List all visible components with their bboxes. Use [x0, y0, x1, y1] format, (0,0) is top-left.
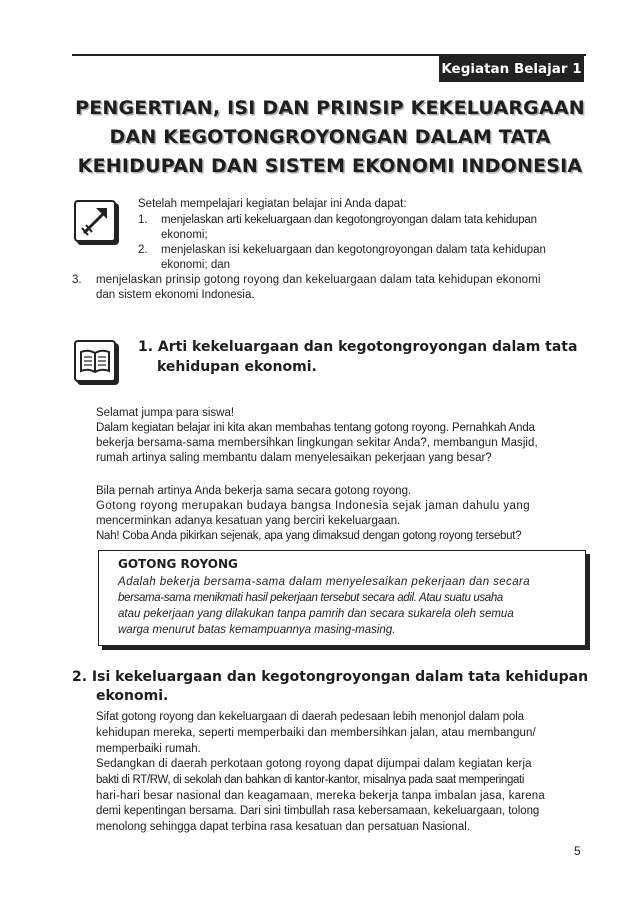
- paragraph-line: Sedangkan di daerah perkotaan gotong royong dapat dijumpai dalam kegiatan kerja: [96, 758, 532, 770]
- paragraph-line: Gotong royong merupakan budaya bangsa Indonesia sejak jaman dahulu yang: [96, 500, 531, 512]
- page-title: [60, 94, 600, 181]
- paragraph-line: Bila pernah artinya Anda bekerja sama secara gotong royong.: [96, 485, 412, 497]
- objective-number: 3.: [72, 274, 82, 286]
- title-line: DAN KEGOTONGROYONGAN DALAM TATA: [109, 126, 551, 148]
- paragraph-line: Sifat gotong royong dan kekeluargaan di daerah pedesaan lebih menonjol dalam pola: [96, 711, 524, 723]
- paragraph-line: Dalam kegiatan belajar ini kita akan membahas tentang gotong royong. Pernahkah Anda: [96, 422, 535, 434]
- paragraph-line: Selamat jumpa para siswa!: [96, 407, 235, 419]
- definition-line: Adalah bekerja bersama-sama dalam menyelesaikan pekerjaan dan secara: [118, 576, 531, 588]
- title-line: KEHIDUPAN DAN SISTEM EKONOMI INDONESIA: [77, 155, 583, 177]
- section2-heading: 2. Isi kekeluargaan dan kegotongroyongan dalam tata kehidupan: [72, 669, 589, 685]
- paragraph-line: memperbaiki rumah.: [96, 743, 201, 755]
- activity-badge: Kegiatan Belajar 1: [439, 56, 584, 82]
- page-number: 5: [574, 844, 581, 858]
- paragraph-line: menolong sehingga dapat terbina rasa kesatuan dan persatuan Nasional.: [96, 821, 471, 833]
- definition-title: GOTONG ROYONG: [118, 557, 238, 571]
- objective-text-cont: dan sistem ekonomi Indonesia.: [96, 289, 255, 301]
- paragraph-line: Nah! Coba Anda pikirkan sejenak, apa yang dimaksud dengan gotong royong tersebut?: [96, 530, 522, 542]
- definition-text: [118, 574, 570, 638]
- objective-text: menjelaskan prinsip gotong royong dan kekeluargaan dalam tata kehidupan ekonomi: [96, 274, 541, 286]
- definition-line: atau pekerjaan yang dilakukan tanpa pamrih dan secara sukarela oleh semua: [118, 608, 514, 620]
- objective-text: menjelaskan isi kekeluargaan dan kegotongroyongan dalam tata kehidupan: [161, 244, 546, 256]
- open-book-icon: [74, 340, 116, 382]
- title-line: PENGERTIAN, ISI DAN PRINSIP KEKELUARGAAN: [75, 97, 585, 119]
- paragraph-line: bakti di RT/RW, di sekolah dan bahkan di kantor-kantor, misalnya pada saat memperingati: [96, 774, 525, 786]
- arrow-target-icon: [74, 200, 116, 242]
- objective-text: menjelaskan arti kekeluargaan dan kegotongroyongan dalam tata kehidupan: [161, 214, 537, 226]
- objective-text-cont: ekonomi; dan: [161, 259, 231, 271]
- definition-line: warga menurut batas kemampuannya masing-masing.: [118, 624, 396, 636]
- paragraph-line: bekerja bersama-sama membersihkan lingkungan sekitar Anda?, membangun Masjid,: [96, 437, 538, 449]
- objective-text-cont: ekonomi;: [161, 229, 208, 241]
- objective-number: 1.: [138, 214, 148, 226]
- paragraph-line: kehidupan mereka, seperti memperbaiki dan membersihkan jalan, atau membangun/: [96, 727, 536, 739]
- paragraph-line: mencerminkan adanya kesatuan yang berciri kekeluargaan.: [96, 515, 401, 527]
- definition-line: bersama-sama menikmati hasil pekerjaan tersebut secara adil. Atau suatu usaha: [118, 592, 503, 604]
- objective-number: 2.: [138, 244, 148, 256]
- section1-heading: 1. Arti kekeluargaan dan kegotongroyongan dalam tata: [138, 339, 578, 355]
- paragraph-line: demi kepentingan bersama. Dari sini timbullah rasa kebersamaan, kekeluargaan, tolong: [96, 805, 540, 817]
- objectives-intro: Setelah mempelajari kegiatan belajar ini Anda dapat:: [138, 198, 407, 210]
- section1-heading-cont: kehidupan ekonomi.: [157, 359, 317, 375]
- paragraph-line: hari-hari besar nasional dan keagamaan, mereka bekerja tanpa imbalan jasa, karena: [96, 790, 545, 802]
- paragraph-line: rumah artinya saling membantu dalam menyelesaikan pekerjaan yang besar?: [96, 452, 492, 464]
- section2-heading-cont: ekonomi.: [96, 688, 169, 704]
